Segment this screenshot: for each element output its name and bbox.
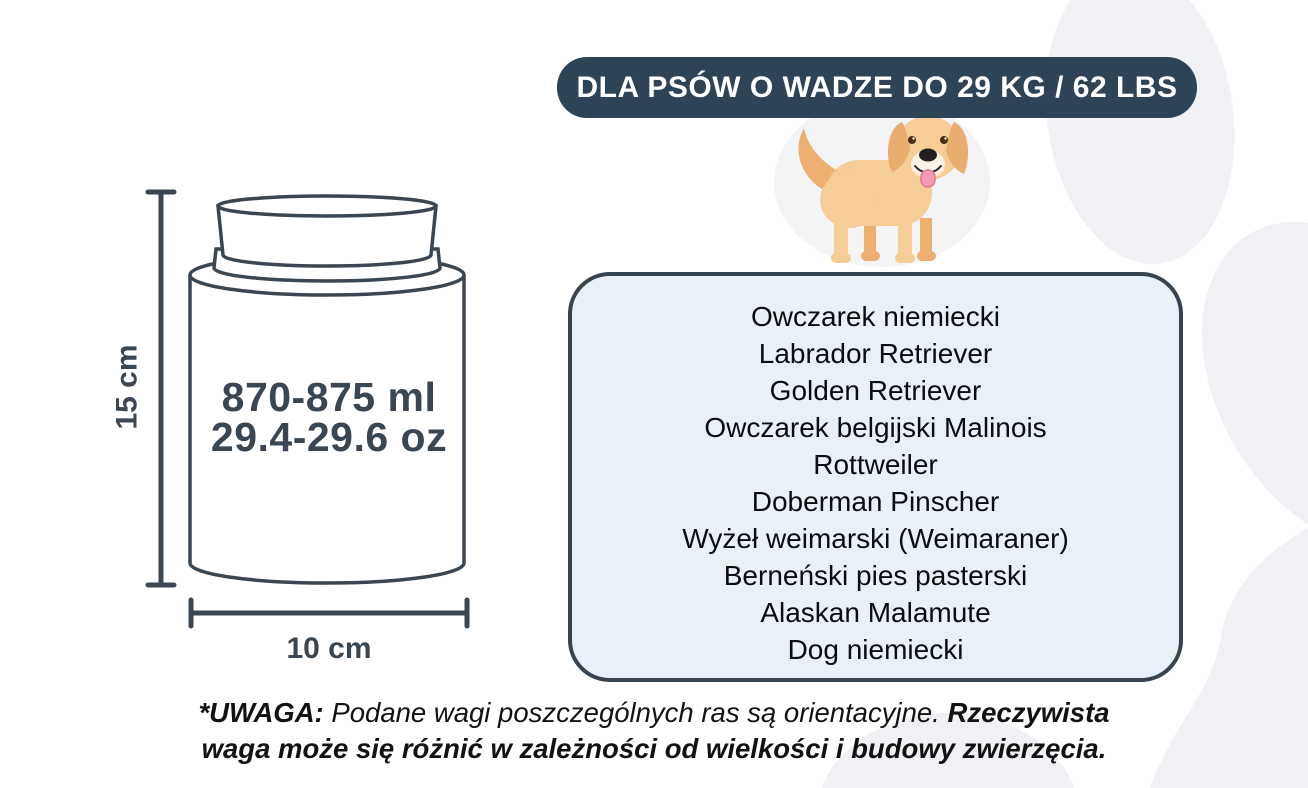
dog-paw	[861, 251, 880, 261]
diameter-dimension-line	[191, 600, 467, 626]
breed-item: Wyżeł weimarski (Weimaraner)	[682, 523, 1069, 554]
disclaimer-prefix: *UWAGA:	[198, 697, 324, 728]
weight-range-banner	[557, 57, 1197, 118]
volume-ml-label: 870-875 ml	[221, 374, 437, 420]
breed-item: Doberman Pinscher	[751, 486, 1000, 517]
dog-leg	[898, 216, 912, 258]
jar-dimension-diagram	[95, 183, 515, 673]
dog-paw	[895, 253, 915, 263]
paw-toe-icon	[1027, 0, 1253, 276]
diameter-label: 10 cm	[286, 632, 372, 665]
height-label: 15 cm	[110, 344, 144, 430]
dog-paw	[831, 253, 851, 263]
disclaimer-line-1	[0, 695, 1308, 731]
dog-eye	[908, 136, 916, 144]
dog-leg	[834, 218, 848, 258]
breed-item: Golden Retriever	[769, 375, 982, 406]
dog-nose	[919, 149, 937, 162]
height-dimension-line	[148, 192, 174, 585]
disclaimer-bold-tail: Rzeczywista	[947, 697, 1110, 728]
breed-item: Alaskan Malamute	[760, 597, 991, 628]
breed-item: Rottweiler	[813, 449, 938, 480]
breed-item: Dog niemiecki	[787, 634, 964, 665]
breed-item: Owczarek niemiecki	[751, 301, 1000, 332]
breed-item: Owczarek belgijski Malinois	[704, 412, 1047, 443]
breed-list-box	[568, 272, 1183, 682]
breed-item: Berneński pies pasterski	[723, 560, 1028, 591]
golden-retriever-icon	[770, 92, 1000, 270]
dog-tongue	[921, 170, 935, 187]
breed-item: Labrador Retriever	[758, 338, 993, 369]
dog-paw	[917, 251, 936, 261]
weight-range-label: DLA PSÓW O WADZE DO 29 KG / 62 LBS	[576, 70, 1178, 104]
disclaimer-line-2: waga może się różnić w zależności od wielkości i budowy zwierzęcia.	[201, 733, 1107, 764]
disclaimer-note	[0, 695, 1308, 767]
dog-haunch	[820, 172, 880, 228]
dog-eye	[940, 136, 948, 144]
volume-oz-label: 29.4-29.6 oz	[210, 414, 448, 460]
disclaimer-regular: Podane wagi poszczególnych ras są orientacyjne.	[331, 697, 940, 728]
